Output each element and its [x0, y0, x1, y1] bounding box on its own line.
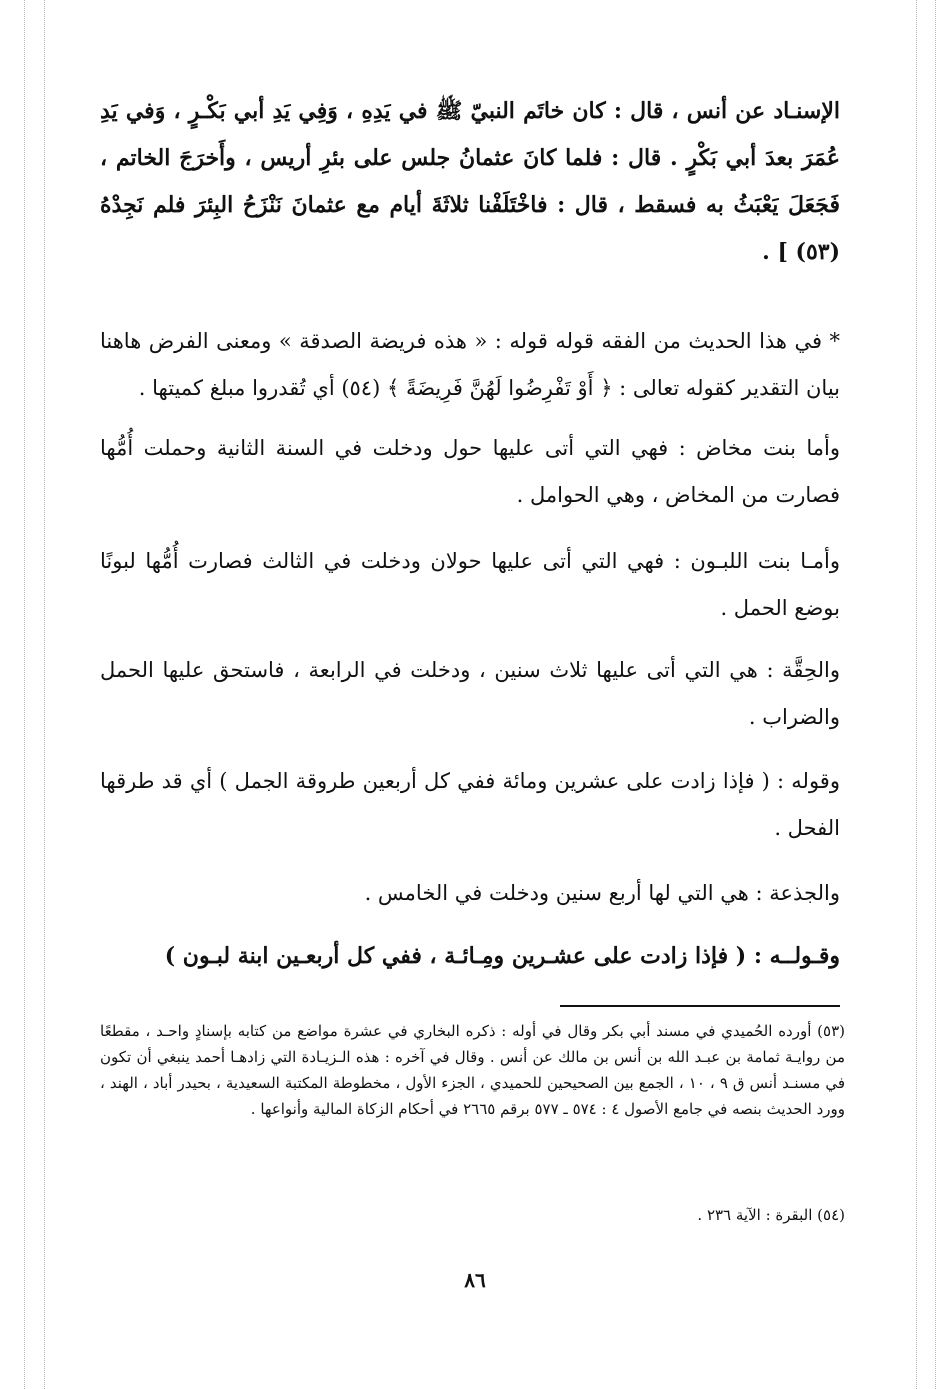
margin-dotted-line [935, 0, 936, 1389]
bint-makhad-paragraph: وأما بنت مخاض : فهي التي أتى عليها حول ودخلت في السنة الثانية وحملت أُمُّها فصارت من المخاض ، وهي الحوامل . [100, 436, 840, 507]
margin-dotted-line [44, 0, 45, 1389]
page-number: ٨٦ [464, 1268, 486, 1292]
footnote-53: (٥٣) أورده الحُميدي في مسند أبي بكر وقال في أوله : ذكره البخاري في عشرة مواضع من كتابه بإسنادٍ واحـد ، مقطعًا من روايـة ثمامة بن عبـد الله بن أنس بن مالك عن أنس . وقال في آخره : هذه الـزيـادة التي زادهـا أحمد ينبغي أن تكون في مسنـد أنس ق ٩ ، ١٠ ، الجمع بين الصحيحين للحميدي ، الجزء الأول ، مخطوطة المكتبة السعيدية ، بحيدر أباد ، الهند ، وورد الحديث بنصه في جامع الأصول ٤ : ٥٧٤ ـ ٥٧٧ برقم ٢٦٦٥ في أحكام الزكاة المالية وأنواعها . [100, 1022, 846, 1118]
hadith-paragraph: الإسنـاد عن أنس ، قال : كان خاتَم النبيّ ﷺ في يَدِهِ ، وَفِي يَدِ أبي بَكْـرٍ ، وَفي يَدِ عُمَرَ بعدَ أبي بَكْرٍ . قال : فلما كانَ عثمانُ جلس على بئرِ أريس ، وأَخرَجَ الخاتم ، فَجَعَلَ يَعْبَثُ به فسقط ، قال : فاخْتَلَفْنا ثلاثَةَ أيام مع عثمانَ نَنْزَحُ البِئرَ فلم نَجِدْهُ (٥٣) ] . [100, 98, 841, 265]
ibnat-labun-paragraph: وقـولــه : ( فإذا زادت على عشـرين ومِـائـة ، ففي كل أربعـين ابنة لبـون ) [164, 943, 840, 969]
hiqqa-paragraph: والحِقَّة : هي التي أتى عليها ثلاث سنين ، ودخلت في الرابعة ، فاستحق عليها الحمل والضراب . [100, 658, 840, 729]
fiqh-paragraph: * في هذا الحديث من الفقه قوله قوله : « هذه فريضة الصدقة » ومعنى الفرض هاهنا بيان التقدير كقوله تعالى : ﴿ أَوْ تَفْرِضُوا لَهُنَّ فَرِيضَةً ﴾ (٥٤) أي تُقدروا مبلغ كميتها . [100, 329, 840, 400]
jadhaa-paragraph: والجذعة : هي التي لها أربع سنين ودخلت في الخامس . [364, 881, 840, 905]
margin-dotted-line [916, 0, 917, 1389]
footnote-54: (٥٤) البقرة : الآية ٢٣٦ . [697, 1206, 845, 1224]
bint-labun-paragraph: وأمـا بنت اللبـون : فهي التي أتى عليها حولان ودخلت في الثالث فصارت أُمُّها لبونًا بوضع الحمل . [100, 549, 840, 620]
tarooqa-paragraph: وقوله : ( فإذا زادت على عشرين ومائة ففي كل أربعين طروقة الجمل ) أي قد طرقها الفحل . [100, 769, 840, 840]
margin-dotted-line [24, 0, 25, 1389]
footnote-separator [560, 1005, 840, 1007]
